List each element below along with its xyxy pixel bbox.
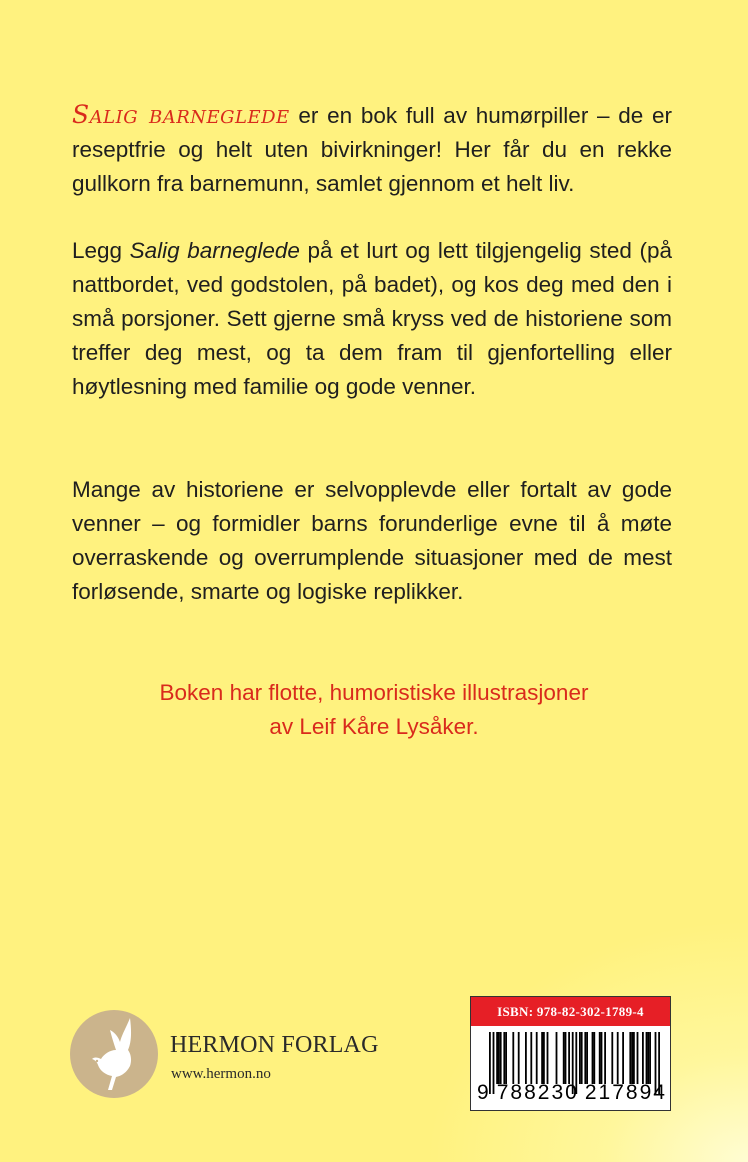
barcode-digits xyxy=(477,1081,665,1105)
barcode-bar xyxy=(631,1032,633,1084)
barcode-digit: 2 xyxy=(537,1081,550,1104)
barcode-bar xyxy=(505,1032,507,1084)
barcode-bar xyxy=(593,1032,595,1084)
barcode-bar xyxy=(604,1032,606,1084)
barcode-bar xyxy=(586,1032,588,1084)
barcode-bar xyxy=(498,1032,500,1084)
barcode-bar xyxy=(568,1032,570,1084)
barcode-bar xyxy=(500,1032,502,1084)
stories-text: Mange av historiene er selvopplevde eller fortalt av gode venner – og formidler barns forunderlige evne til å møte overraskende og overrumplende situasjoner med de mest forløsende, smarte og logiske replikker. xyxy=(72,477,672,604)
barcode-bar xyxy=(512,1032,514,1084)
intro-paragraph xyxy=(72,98,672,201)
barcode-bar xyxy=(563,1032,565,1084)
publisher-url: www.hermon.no xyxy=(171,1066,271,1082)
barcode-bar xyxy=(592,1032,594,1084)
publisher-name: HERMON FORLAG xyxy=(170,1032,379,1058)
credit-line-2: av Leif Kåre Lysåker. xyxy=(269,714,479,739)
barcode-bar xyxy=(525,1032,527,1084)
book-title-italic: Salig barneglede xyxy=(129,238,300,263)
barcode-bar xyxy=(530,1032,532,1084)
illustrator-credit xyxy=(0,676,748,744)
dove-icon xyxy=(70,1010,158,1098)
isbn-label: ISBN: 978-82-302-1789-4 xyxy=(471,997,670,1026)
barcode-digit: 8 xyxy=(625,1081,638,1104)
barcode-bar xyxy=(629,1032,631,1084)
barcode-bar xyxy=(611,1032,613,1084)
barcode-bar xyxy=(541,1032,543,1084)
barcode-bar xyxy=(496,1032,498,1084)
barcode-bar xyxy=(617,1032,619,1084)
barcode-digit: 9 xyxy=(477,1081,489,1104)
barcode-digit: 8 xyxy=(524,1081,536,1104)
barcode-digit: 7 xyxy=(496,1081,509,1104)
barcode-digit: 7 xyxy=(612,1081,624,1104)
usage-text: på et lurt og lett tilgjengelig sted (på nattbordet, ved godstolen, på badet), og kos deg med den i små porsjoner. Sett gjerne små kryss ved de historiene som treffer deg mest, og ta dem fram til gjenfortelling eller høytlesning med familie og gode venner. xyxy=(72,238,672,399)
barcode-bar xyxy=(647,1032,649,1084)
barcode-bar xyxy=(646,1032,648,1084)
barcode-bar xyxy=(601,1032,603,1084)
barcode-bar xyxy=(622,1032,624,1084)
credit-line-1: Boken har flotte, humoristiske illustrasjoner xyxy=(159,680,589,705)
isbn-barcode-box xyxy=(470,996,671,1111)
barcode-bar xyxy=(503,1032,505,1084)
intro-text: er en bok full av humørpiller – de er reseptfrie og helt uten bivirkninger! Her får du en rekke gullkorn fra barnemunn, samlet gjennom et helt liv. xyxy=(72,103,672,196)
barcode-digit: 0 xyxy=(565,1081,577,1104)
barcode-bar xyxy=(565,1032,567,1084)
usage-lead: Legg xyxy=(72,238,130,263)
barcode-digit: 9 xyxy=(639,1081,652,1104)
barcode-digit: 2 xyxy=(584,1081,597,1104)
barcode-bar xyxy=(642,1032,644,1084)
barcode-bar xyxy=(581,1032,583,1084)
barcode-bar xyxy=(584,1032,586,1084)
barcode-bar xyxy=(649,1032,651,1084)
barcode-bar xyxy=(547,1032,549,1084)
barcode-bar xyxy=(633,1032,635,1084)
book-title: Salig barneglede xyxy=(72,100,290,129)
barcode-bar xyxy=(599,1032,601,1084)
barcode-bar xyxy=(556,1032,558,1084)
barcode-bar xyxy=(518,1032,520,1084)
barcode-digit: 8 xyxy=(510,1081,523,1104)
barcode-bar xyxy=(637,1032,639,1084)
barcode-digit: 4 xyxy=(653,1081,665,1104)
barcode-digit: 3 xyxy=(551,1081,564,1104)
publisher-logo xyxy=(70,1010,390,1102)
stories-paragraph xyxy=(72,473,672,609)
barcode-bar xyxy=(536,1032,538,1084)
barcode-bar xyxy=(543,1032,545,1084)
barcode-digit: 1 xyxy=(598,1081,611,1104)
barcode-bar xyxy=(579,1032,581,1084)
usage-paragraph xyxy=(72,234,672,404)
